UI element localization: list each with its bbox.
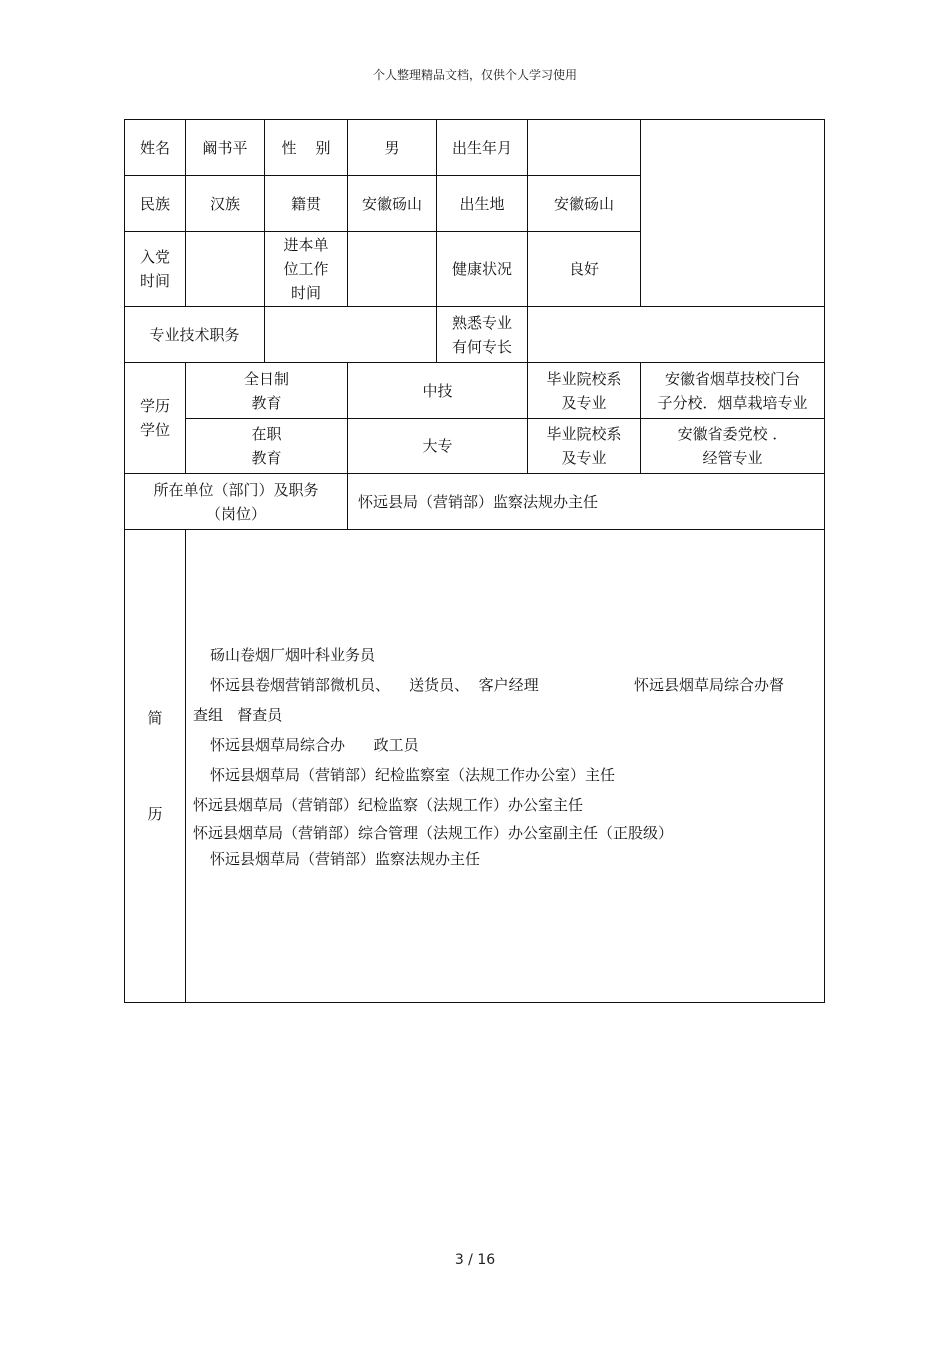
fulltime-label-line1: 全日制 <box>243 369 289 388</box>
fulltime-edu-label <box>185 362 348 419</box>
birth-value <box>527 119 641 176</box>
unit-label-line1: 所在单位（部门）及职务 <box>153 480 319 499</box>
tech-title-label: 专业技术职务 <box>124 306 265 363</box>
birthplace-label: 出生地 <box>436 175 528 232</box>
header-note: 个人整理精品文档，仅供个人学习使用 <box>372 68 577 82</box>
fulltime-school-line2: 子分校．烟草栽培专业 <box>657 393 808 412</box>
resume-label-line1: 简 <box>147 709 163 727</box>
party-time-label <box>124 231 186 307</box>
gender-label: 性 别 <box>264 119 348 176</box>
fulltime-school-value <box>640 362 825 419</box>
fulltime-school-label <box>527 362 641 419</box>
school-label-line1: 毕业院校系 <box>546 369 622 388</box>
school-label-line2: 及专业 <box>561 449 607 467</box>
specialty-label-line2: 有何专长 <box>451 337 512 356</box>
inservice-edu-label <box>185 418 348 474</box>
name-label: 姓名 <box>124 119 186 176</box>
specialty-value <box>527 306 825 363</box>
fulltime-school-line1: 安徽省烟草技校门台 <box>664 369 800 388</box>
resume-label-line2: 历 <box>147 805 163 823</box>
inservice-school-line1: 安徽省委党校 ． <box>677 425 788 443</box>
health-label: 健康状况 <box>436 231 528 307</box>
school-label-line2: 及专业 <box>561 393 607 412</box>
photo-cell <box>640 119 825 307</box>
inservice-school-line2: 经管专业 <box>702 449 763 467</box>
resume-entry: 查组 督查员 <box>193 706 283 724</box>
edu-label-line2: 学位 <box>139 421 170 439</box>
fulltime-edu-value: 中技 <box>347 362 528 419</box>
inservice-label-line2: 教育 <box>251 449 282 467</box>
gender-value: 男 <box>347 119 437 176</box>
fulltime-label-line2: 教育 <box>251 393 282 412</box>
inservice-label-line1: 在职 <box>251 425 282 443</box>
edu-label-line1: 学历 <box>139 397 170 415</box>
party-label-line2: 时间 <box>139 272 170 290</box>
resume-entry: 怀远县烟草局（营销部）监察法规办主任 <box>210 850 481 868</box>
resume-entry: 砀山卷烟厂烟叶科业务员 <box>210 646 376 664</box>
join-label-line3: 时间 <box>290 284 321 302</box>
health-value: 良好 <box>527 231 641 307</box>
resume-entry: 怀远县烟草局（营销部）综合管理（法规工作）办公室副主任（正股级） <box>193 824 674 842</box>
join-time-value <box>347 231 437 307</box>
birth-label: 出生年月 <box>436 119 528 176</box>
resume-label <box>124 529 186 1003</box>
inservice-edu-value: 大专 <box>347 418 528 474</box>
page-number: 3 / 16 <box>454 1252 496 1268</box>
resume-entry: 怀远县烟草局（营销部）纪检监察室（法规工作办公室）主任 <box>210 766 616 784</box>
join-label-line2: 位工作 <box>283 260 329 278</box>
resume-entries <box>193 640 813 872</box>
tech-title-value <box>264 306 437 363</box>
specialty-label <box>436 306 528 363</box>
name-value: 阚书平 <box>185 119 265 176</box>
inservice-school-value <box>640 418 825 474</box>
unit-label-line2: （岗位） <box>205 504 266 523</box>
join-time-label <box>264 231 348 307</box>
unit-label <box>124 473 348 530</box>
birthplace-value: 安徽砀山 <box>527 175 641 232</box>
resume-entry: 怀远县烟草局（营销部）纪检监察（法规工作）办公室主任 <box>193 796 584 814</box>
school-label-line1: 毕业院校系 <box>546 425 622 443</box>
ethnicity-label: 民族 <box>124 175 186 232</box>
unit-value: 怀远县局（营销部）监察法规办主任 <box>347 473 825 530</box>
party-label-line1: 入党 <box>139 248 170 266</box>
resume-entry: 怀远县卷烟营销部微机员、 送货员、 客户经理 怀远县烟草局综合办督 <box>210 676 784 694</box>
native-value: 安徽砀山 <box>347 175 437 232</box>
join-label-line1: 进本单 <box>283 236 329 254</box>
specialty-label-line1: 熟悉专业 <box>451 313 512 332</box>
native-label: 籍贯 <box>264 175 348 232</box>
ethnicity-value: 汉族 <box>185 175 265 232</box>
education-label <box>124 362 186 474</box>
party-time-value <box>185 231 265 307</box>
resume-entry: 怀远县烟草局综合办 政工员 <box>210 736 419 754</box>
inservice-school-label <box>527 418 641 474</box>
